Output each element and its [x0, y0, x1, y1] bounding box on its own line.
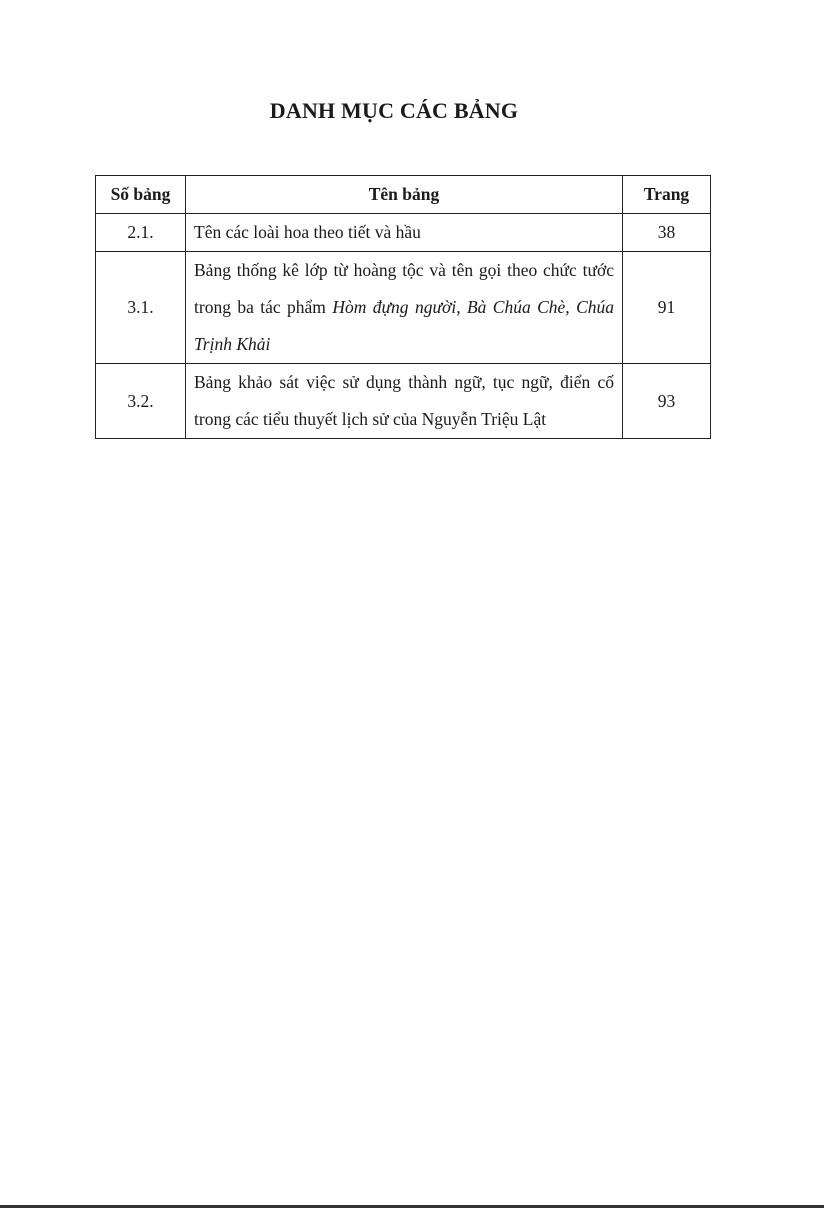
header-table-number: Số bảng [96, 176, 186, 214]
row-name [186, 252, 623, 364]
row-name [186, 214, 623, 252]
row-name [186, 364, 623, 439]
page-title: DANH MỤC CÁC BẢNG [269, 98, 519, 123]
table-list [95, 175, 711, 439]
row-name-text: Tên các loài hoa theo tiết và hầu [194, 222, 421, 242]
table-header-row [96, 176, 711, 214]
row-page: 91 [623, 252, 711, 364]
header-page: Trang [623, 176, 711, 214]
row-name-italic-titles: Hòm đựng người, Bà Chúa Chè, Chúa Trịnh Khải [194, 297, 615, 354]
table-row [96, 364, 711, 439]
row-number: 3.2. [96, 364, 186, 439]
table-row [96, 252, 711, 364]
row-number: 3.1. [96, 252, 186, 364]
header-table-name: Tên bảng [186, 176, 623, 214]
row-page: 38 [623, 214, 711, 252]
row-number: 2.1. [96, 214, 186, 252]
row-name-text: Bảng khảo sát việc sử dụng thành ngữ, tục ngữ, điển cố trong các tiểu thuyết lịch sử của Nguyễn Triệu Lật [194, 372, 614, 429]
table-row [96, 214, 711, 252]
row-name-text: Bảng thống kê lớp từ hoàng tộc và tên gọi theo chức tước trong ba tác phẩm [194, 260, 614, 317]
row-page: 93 [623, 364, 711, 439]
